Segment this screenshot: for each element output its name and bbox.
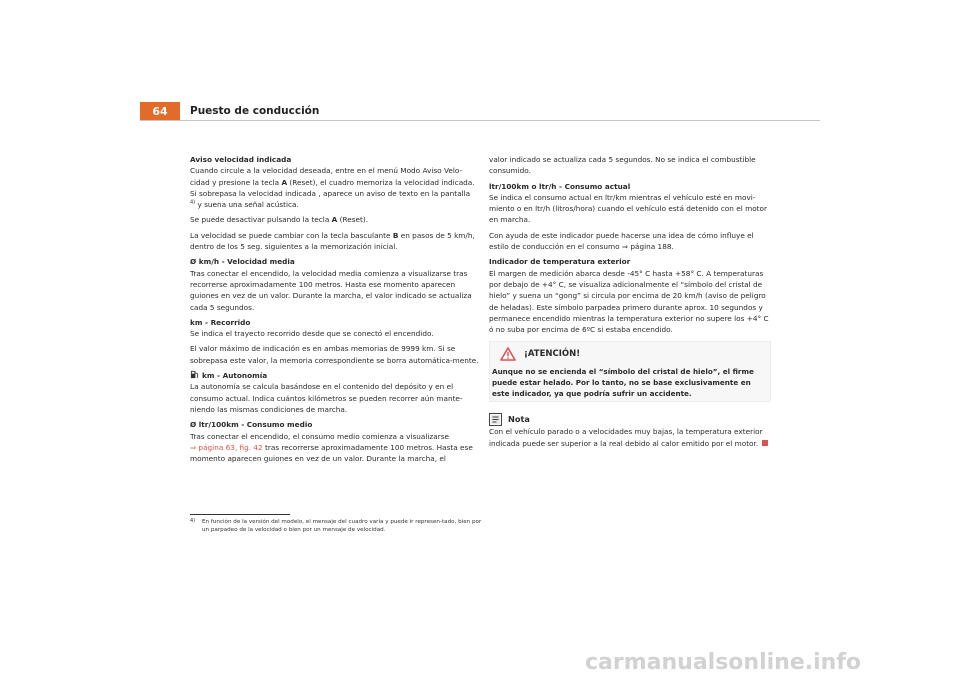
heading-average-consumption: Ø ltr/100km - Consumo medio	[190, 420, 313, 430]
heading-outside-temperature: Indicador de temperatura exterior	[489, 257, 631, 267]
heading-average-speed: Ø km/h - Velocidad media	[190, 257, 295, 267]
note-text: Con el vehículo parado o a velocidades muy bajas, la temperatura exterior indicada puede ser superior a la real debido al calor emitido por el motor.	[489, 426, 771, 449]
footnote-mark: 4)	[190, 518, 196, 524]
paragraph: valor indicado se actualiza cada 5 segundos. No se indica el combustible consumido.	[489, 155, 756, 176]
heading-trip: km - Recorrido	[190, 317, 251, 327]
heading-autonomy: km - Autonomía	[190, 370, 480, 381]
warning-header	[490, 342, 770, 366]
left-column	[190, 154, 480, 468]
key-label: A	[281, 177, 288, 187]
paragraph: Se indica el trayecto recorrido desde que se conectó el encendido.	[190, 329, 434, 339]
right-column	[489, 154, 771, 453]
fuel-pump-icon	[190, 370, 199, 379]
footnote	[190, 518, 490, 534]
header-rule	[140, 120, 820, 121]
warning-triangle-icon	[500, 347, 516, 361]
page-reference-link[interactable]: ⇒ página 63, fig. 42	[190, 442, 263, 452]
key-label: B	[392, 230, 399, 240]
paragraph: Se indica el consumo actual en ltr/km mientras el vehículo esté en movi-miento o en ltr/h (litros/hora) cuando el vehículo está detenido con el motor en marcha.	[489, 192, 767, 225]
paragraph: Tras conectar el encendido, la velocidad media comienza a visualizarse tras recorrerse aproximadamente 100 metros. Hasta ese momento aparecen guiones en vez de un valor. Durante la marcha, el valor indicado se actualiza cada 5 segundos.	[190, 268, 472, 312]
paragraph: Cuando circule a la velocidad deseada, entre en el menú Modo Aviso Velo-cidad y presione la tecla A (Reset), el cuadro memoriza la velocidad indicada. Si sobrepasa la velocidad indicada , aparece un aviso de texto en la pantalla $^{4)}$ y suena una señal acústica.	[190, 166, 475, 210]
note-header	[489, 412, 771, 426]
end-of-section-icon	[762, 440, 768, 446]
heading-current-consumption: ltr/100km o ltr/h - Consumo actual	[489, 181, 631, 191]
watermark: carmanualsonline.info	[585, 650, 861, 675]
heading-speed-warning: Aviso velocidad indicada	[190, 155, 292, 164]
paragraph: El margen de medición abarca desde -45° C hasta +58° C. A temperaturas por debajo de +4° C, se visualiza adicionalmente el “símbolo del cristal de hielo” y suena un “gong” si circula por encima de 20 km/h (aviso de peligro de heladas). Este símbolo parpadea primero durante aprox. 10 segundos y permanece encendido mientras la temperatura exterior no supere los +4° C ó no suba por encima de 6ºC si estaba encendido.	[489, 268, 769, 335]
paragraph: La velocidad se puede cambiar con la tecla basculante B en pasos de 5 km/h, dentro de los 5 seg. siguientes a la memorización inicial.	[190, 230, 475, 252]
footnote-ref: 4)	[190, 199, 196, 206]
paragraph: La autonomía se calcula basándose en el contenido del depósito y en el consumo actual. Indica cuántos kilómetros se pueden recorrer aún mante-niendo las mismas condiciones de marcha.	[190, 382, 463, 414]
warning-box	[489, 341, 771, 402]
warning-text: Aunque no se encienda el “símbolo del cristal de hielo”, el firme puede estar helado. Por lo tanto, no se base exclusivamente en este indicador, ya que podría sufrir un accidente.	[492, 367, 754, 399]
note-icon	[489, 413, 502, 426]
paragraph: Tras conectar el encendido, el consumo medio comienza a visualizarse ⇒ página 63, fig. 42 tras recorrerse aproximadamente 100 metros. Hasta ese momento aparecen guiones en vez de un valor. Durante la marcha, el	[190, 431, 473, 464]
footnote-rule	[190, 514, 290, 515]
paragraph: Con ayuda de este indicador puede hacerse una idea de cómo influye el estilo de conducción en el consumo ⇒ página 188.	[489, 230, 754, 252]
key-label: A	[331, 215, 338, 225]
running-title: Puesto de conducción	[190, 105, 320, 117]
warning-title: ¡ATENCIÓN!	[524, 348, 581, 359]
paragraph: El valor máximo de indicación es en ambas memorias de 9999 km. Si se sobrepasa este valor, la memoria correspondiente se borra automática-mente.	[190, 344, 479, 365]
note-title: Nota	[508, 413, 530, 424]
footnote-text: En función de la versión del modelo, el mensaje del cuadro varía y puede ir represen-tado, bien por un parpadeo de la velocidad o bien por un mensaje de velocidad.	[202, 519, 482, 533]
page-number: 64	[140, 102, 180, 120]
paragraph: Se puede desactivar pulsando la tecla A (Reset).	[190, 215, 369, 225]
